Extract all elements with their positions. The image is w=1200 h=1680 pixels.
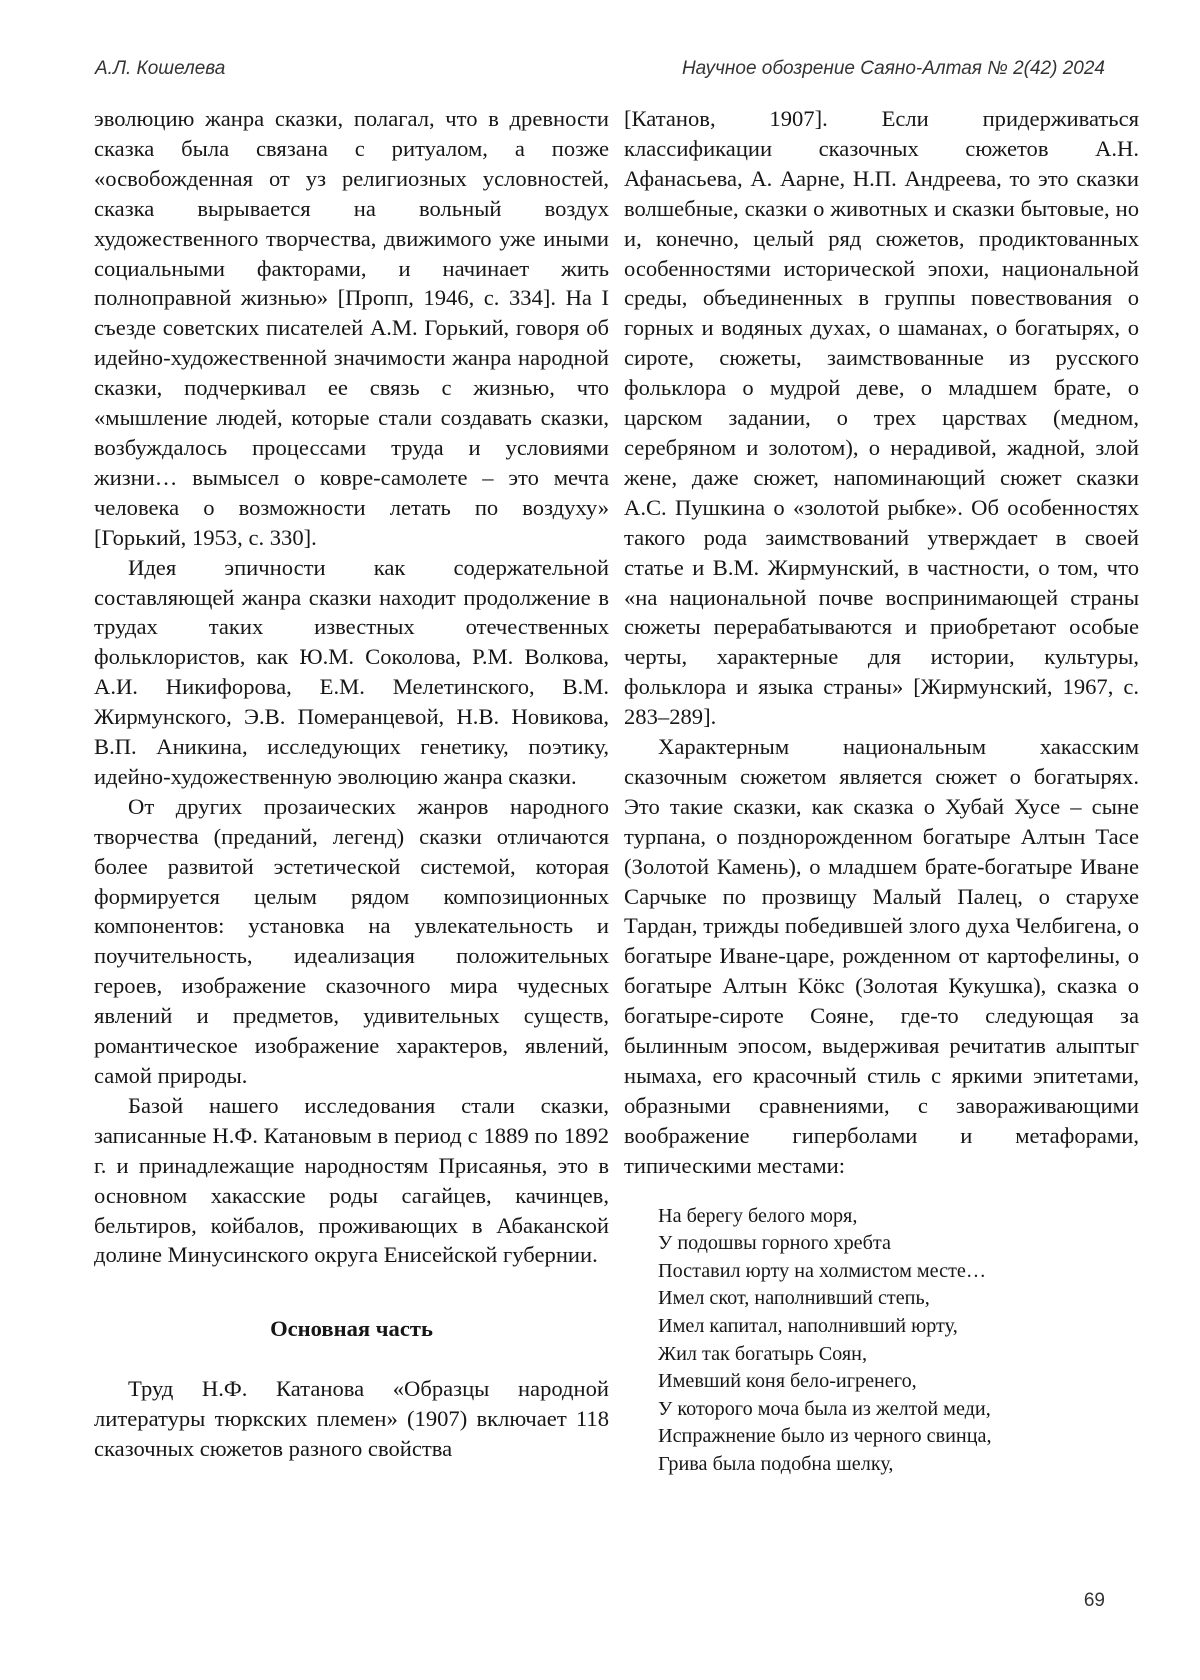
page-number: 69 [1083, 1590, 1105, 1611]
section-title: Основная часть [270, 1316, 433, 1342]
poem-line: Имел капитал, наполнивший юрту, [658, 1315, 958, 1337]
paragraph-continued: эволюцию жанра сказки, полагал, что в древности сказка была связана с ритуалом, а позже «освобожденная от уз религиозных условностей, сказка вырывается на вольный воздух художественного творчества, движимого уже иными социальными факторами, и начинает жить полноправной жизнью» [Пропп, 1946, с. 334]. На I съезде советских писателей А.М. Горький, говоря об идейно-художественной значимости жанра народной сказки, подчеркивал ее связь с жизнью, что «мышление людей, которые стали создавать сказки, возбуждалось процессами труда и условиями жизни… вымысел о ковре-самолете – это мечта человека о возможности летать по воздуху» [Горький, 1953, с. 330]. [94, 106, 609, 550]
author-name: А.Л. Кошелева [95, 58, 226, 79]
paragraph-classification: [Катанов, 1907]. Если придерживаться классификации сказочных сюжетов А.Н. Афанасьева, А. Аарне, Н.П. Андреева, то это сказки волшебные, сказки о животных и сказки бытовые, но и, конечно, целый ряд сюжетов, продиктованных особенностями исторической эпохи, национальной среды, объединенных в группы повествования о горных и водяных духах, о шаманах, о богатырях, о сироте, сюжеты, заимствованные из русского фольклора о мудрой деве, о младшем брате, о царском задании, о трех царствах (медном, серебряном и золотом), о нерадивой, жадной, злой жене, даже сюжет, напоминающий сюжет сказки А.С. Пушкина о «золотой рыбке». Об особенностях такого рода заимствований утверждает в своей статье и В.М. Жирмунский, в частности, о том, что «на национальной почве воспринимающей страны сюжеты перерабатываются и приобретают особые черты, характерные для истории, культуры, фольклора и языка страны» [Жирмунский, 1967, с. 283–289]. [624, 106, 1139, 730]
left-column [94, 104, 609, 1464]
poem-line: Поставил юрту на холмистом месте… [658, 1259, 987, 1282]
poem-line: Грива была подобна шелку, [658, 1452, 894, 1475]
paragraph-bogatyr-plot: Характерным национальным хакасским сказочным сюжетом является сюжет о богатырях. Это такие сказки, как сказка о Хубай Хусе – сыне турпана, о позднорожденном богатыре Алтын Тасе (Золотой Камень), о младшем брате-богатыре Иване Сарчыке по прозвищу Малый Палец, о старухе Тардан, трижды победившей злого духа Челбигена, о богатыре Иване-царе, рожденном от картофелины, о богатыре Алтын Кӧкс (Золотая Кукушка), сказка о богатыре-сироте Сояне, где-то следующая за былинным эпосом, выдерживая речитатив алыптыг нымаха, его красочный стиль с яркими эпитетами, образными сравнениями, с завораживающими воображение гиперболами и метафорами, типическими местами: [624, 734, 1139, 1178]
paragraph-research-base: Базой нашего исследования стали сказки, записанные Н.Ф. Катановым в период с 1889 по 1892 г. и принадлежащие народностям Присаянья, это в основном хакасские роды сагайцев, качинцев, бельтиров, койбалов, проживающих в Абаканской долине Минусинского округа Енисейской губернии. [94, 1092, 609, 1268]
poem-quote [658, 1203, 1139, 1479]
running-header [95, 58, 1105, 88]
poem-line: У подошвы горного хребта [658, 1232, 891, 1255]
poem-line: Жил так богатырь Соян, [658, 1342, 868, 1365]
poem-line: Испражнение было из черного свинца, [658, 1425, 992, 1448]
poem-line: Имевший коня бело-игренего, [658, 1370, 917, 1393]
journal-title: Научное обозрение Саяно-Алтая № 2(42) 2024 [681, 58, 1105, 79]
poem-line: У которого моча была из желтой меди, [658, 1397, 991, 1420]
right-column [624, 104, 1139, 1479]
poem-line: Имел скот, наполнивший степь, [658, 1287, 930, 1310]
paragraph-katanov-work: Труд Н.Ф. Катанова «Образцы народной литературы тюркских племен» (1907) включает 118 сказочных сюжетов разного свойства [94, 1376, 609, 1462]
poem-line: На берегу белого моря, [658, 1204, 858, 1227]
paragraph-aesthetic-system: От других прозаических жанров народного творчества (преданий, легенд) сказки отличаются более развитой эстетической системой, которая формируется целым рядом композиционных компонентов: установка на увлекательность и поучительность, идеализация положительных героев, изображение сказочного мира чудесных явлений и предметов, удивительных существ, романтическое изображение характеров, явлений, самой природы. [94, 793, 609, 1088]
paragraph-epic-idea: Идея эпичности как содержательной составляющей жанра сказки находит продолжение в трудах таких известных отечественных фольклористов, как Ю.М. Соколова, Р.М. Волкова, А.И. Никифорова, Е.М. Мелетинского, В.М. Жирмунского, Э.В. Померанцевой, Н.В. Новикова, В.П. Аникина, исследующих генетику, поэтику, идейно-художественную эволюцию жанра сказки. [94, 554, 609, 789]
